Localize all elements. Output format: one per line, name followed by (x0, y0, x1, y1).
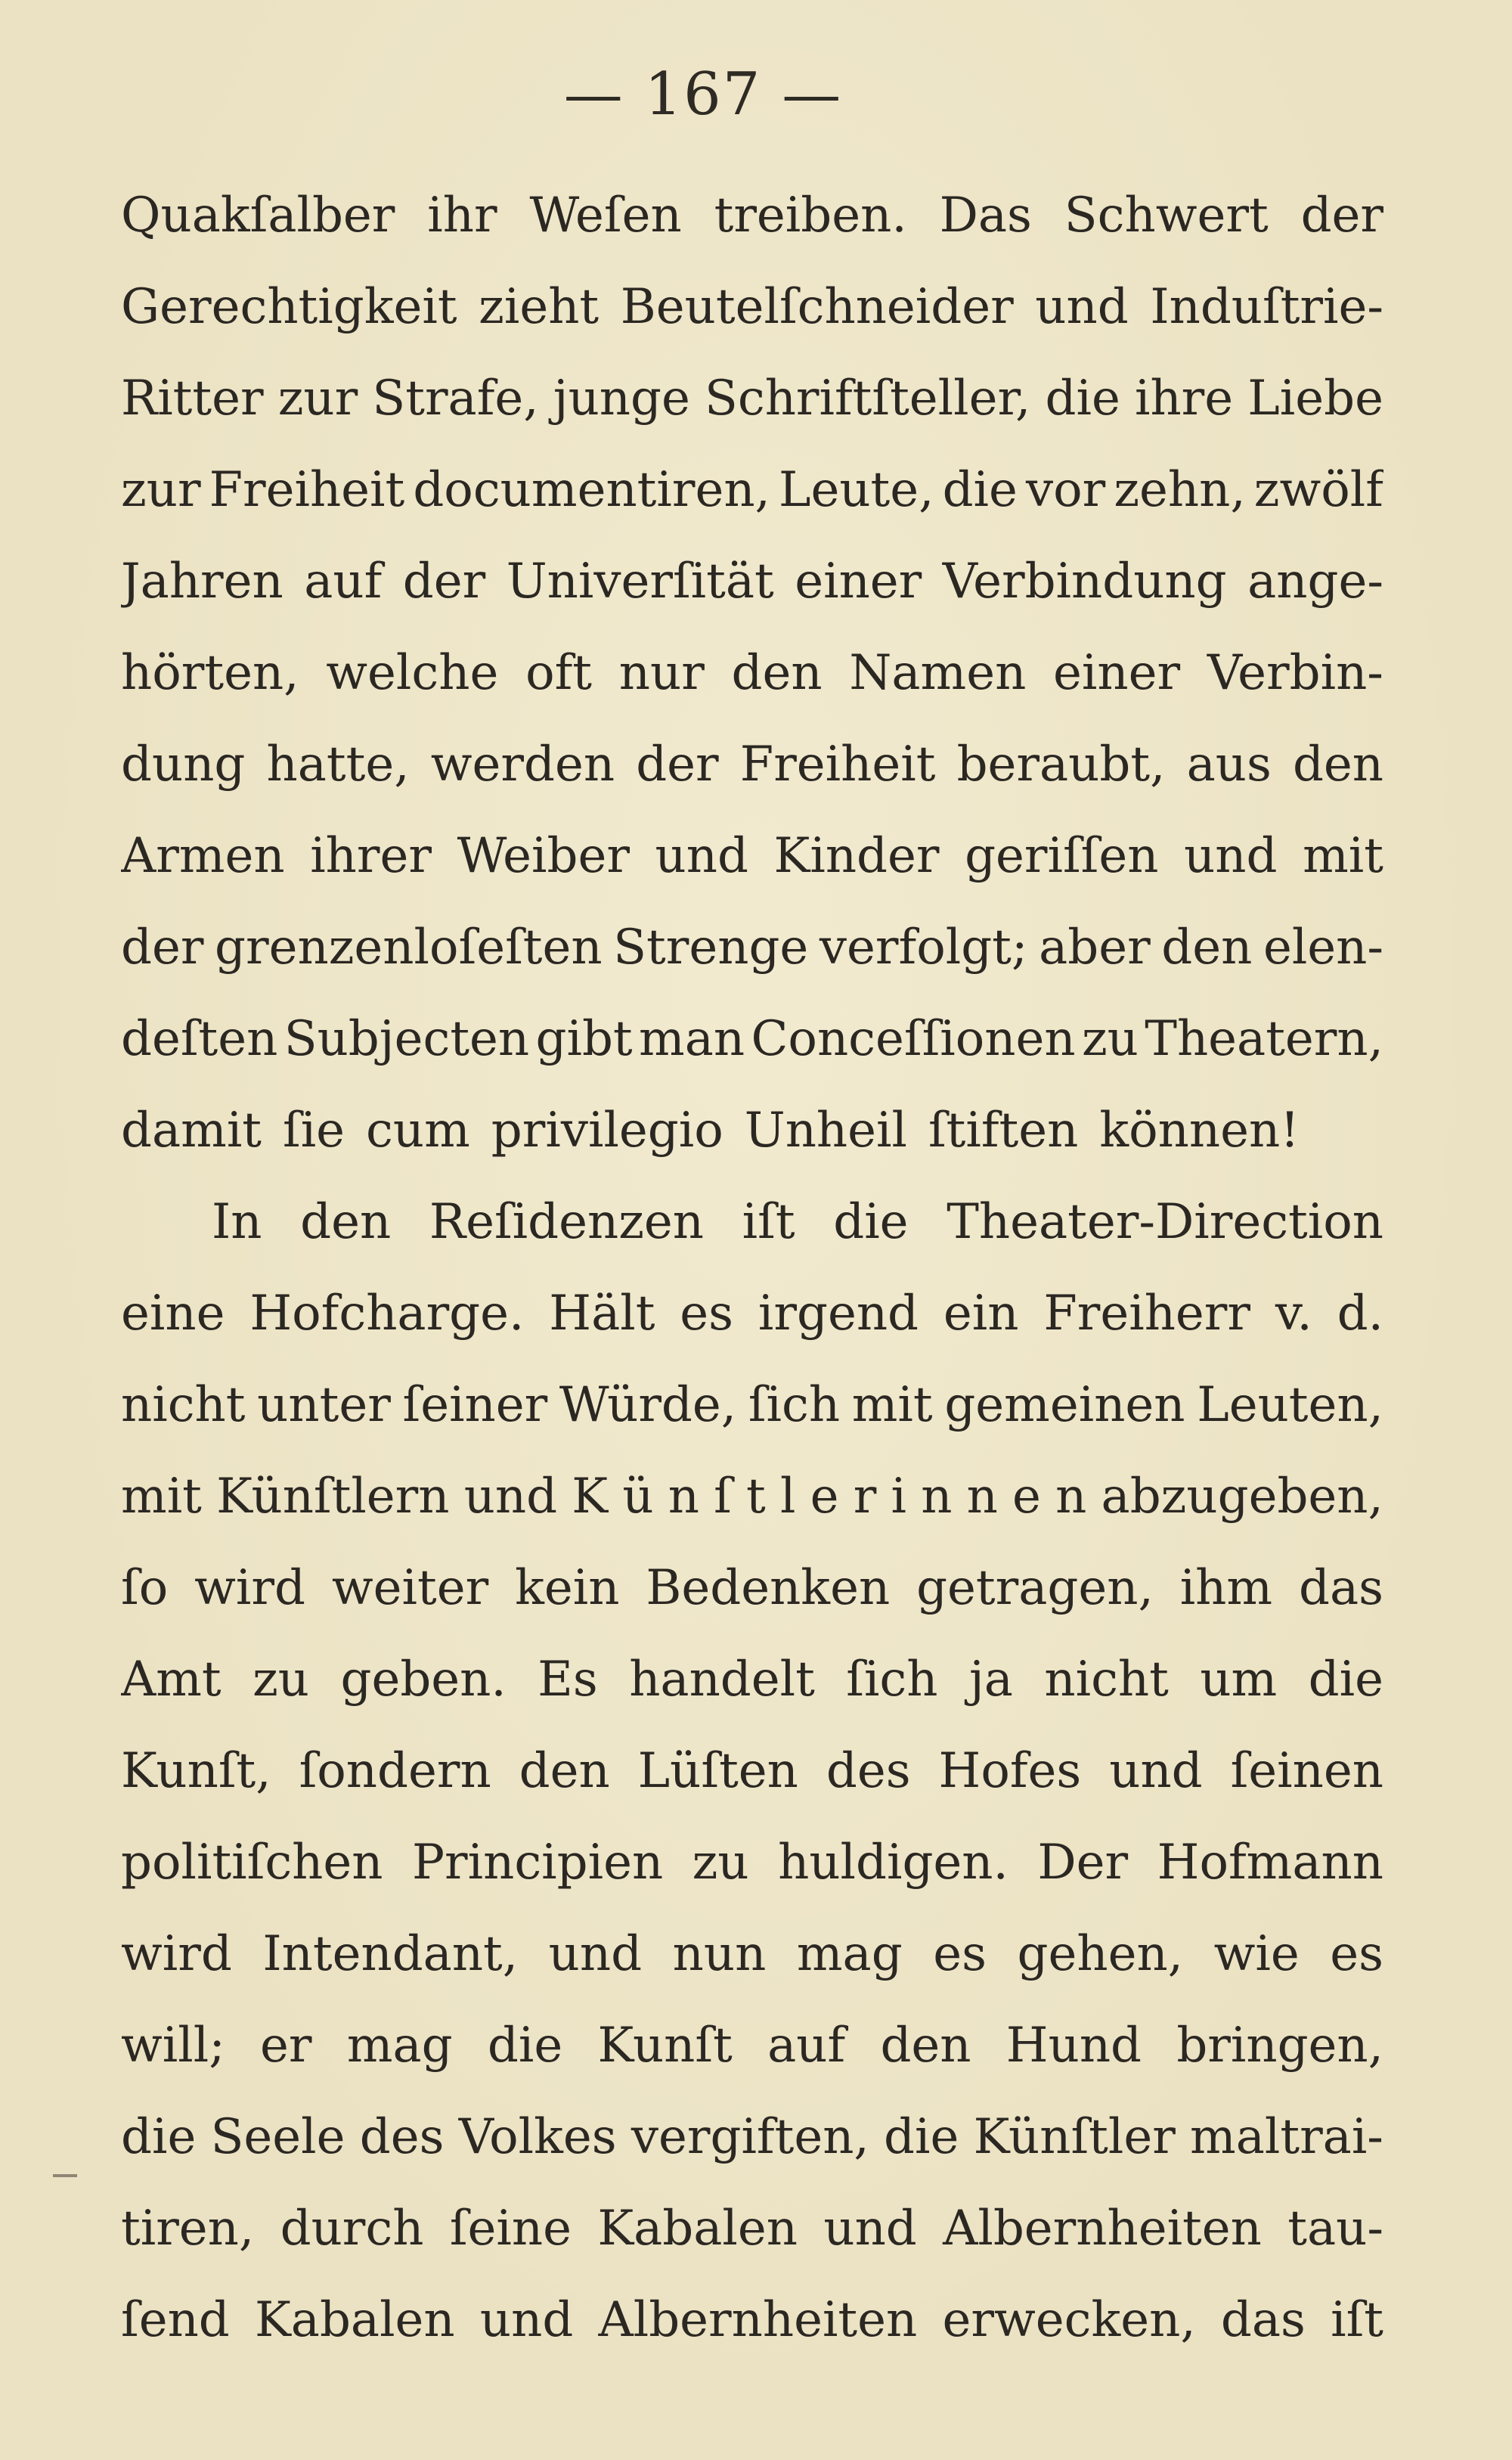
word: nur (618, 645, 705, 701)
text-line (121, 1194, 1383, 1286)
word: Armen (121, 828, 285, 884)
text-line (121, 2018, 1383, 2109)
word: hörten, (121, 645, 299, 701)
text-line (121, 1469, 1383, 1560)
word: mag (346, 2018, 453, 2074)
word: Verbin- (1207, 645, 1383, 701)
word: Hofmann (1157, 1835, 1383, 1891)
word: nun (672, 1926, 767, 1982)
word: Schwert (1064, 188, 1269, 244)
text-line (121, 2292, 1383, 2384)
word: Schriftſteller, (705, 371, 1031, 427)
text-line (121, 828, 1383, 920)
word: erwecken, (942, 2292, 1196, 2348)
text-line (121, 554, 1383, 645)
text-line (121, 462, 1383, 554)
word: Jahren (121, 554, 284, 610)
word: Verbindung (942, 554, 1227, 610)
text-line (121, 1103, 1383, 1194)
word: zur (121, 462, 201, 518)
word: Das (939, 188, 1032, 244)
word: Namen (849, 645, 1027, 701)
word: t (746, 1469, 766, 1525)
word: gehen, (1017, 1926, 1183, 1982)
word: und (1109, 1743, 1203, 1799)
word: geriſſen (965, 828, 1159, 884)
word: Künſtlern (216, 1469, 450, 1525)
word: und (1184, 828, 1278, 884)
word: v. (1275, 1286, 1312, 1342)
word: beraubt, (956, 737, 1166, 793)
word: den (1161, 920, 1253, 976)
word: Es (538, 1652, 598, 1708)
word: eine (121, 1286, 225, 1342)
word: und (463, 1469, 558, 1525)
word: n (966, 1469, 998, 1525)
word: des (826, 1743, 911, 1799)
word: hatte, (266, 737, 410, 793)
text-line (121, 920, 1383, 1011)
word: der (1300, 188, 1383, 244)
word: Strafe, (372, 371, 539, 427)
word: Beutelſchneider (620, 279, 1014, 335)
word: Gerechtigkeit (121, 279, 457, 335)
word: Induſtrie- (1150, 279, 1383, 335)
word: Kinder (773, 828, 940, 884)
word: ein (943, 1286, 1019, 1342)
word: der (402, 554, 486, 610)
word: gemeinen (944, 1377, 1185, 1433)
word: Liebe (1247, 371, 1383, 427)
word: den (731, 645, 823, 701)
word: den (1292, 737, 1383, 793)
word: auf (767, 2018, 846, 2074)
word: ſtiften (928, 1103, 1079, 1159)
word: maltrai- (1190, 2109, 1383, 2165)
word: ihr (427, 188, 497, 244)
word: Hält (549, 1286, 655, 1342)
word: iſt (1331, 2292, 1383, 2348)
text-line (121, 1011, 1383, 1103)
text-line (121, 645, 1383, 737)
word: documentiren, (413, 462, 770, 518)
word: e (810, 1469, 839, 1525)
word: ihre (1134, 371, 1234, 427)
margin-mark (53, 2174, 77, 2177)
word: nicht (121, 1377, 246, 1433)
word: kein (515, 1560, 620, 1616)
word: huldigen. (778, 1835, 1009, 1891)
word: getragen, (916, 1560, 1154, 1616)
word: Seele (210, 2109, 345, 2165)
word: ſich (748, 1377, 841, 1433)
word: ſo (121, 1560, 169, 1616)
word: die (1308, 1652, 1383, 1708)
word: zwölf (1253, 462, 1383, 518)
word: deſten (121, 1011, 278, 1067)
word: es (933, 1926, 987, 1982)
word: ſ (714, 1469, 732, 1525)
word: Theatern, (1145, 1011, 1383, 1067)
word: wird (121, 1926, 232, 1982)
text-line (121, 1835, 1383, 1926)
word: gibt (535, 1011, 633, 1067)
word: Künſtler (973, 2109, 1176, 2165)
word: weiter (331, 1560, 489, 1616)
text-line (121, 279, 1383, 371)
word: treiben. (714, 188, 907, 244)
word: mit (121, 1469, 202, 1525)
word: Strenge (613, 920, 809, 976)
word: die (833, 1194, 909, 1250)
word: die (884, 2109, 959, 2165)
text-line (121, 1560, 1383, 1652)
word: Subjecten (284, 1011, 530, 1067)
word: es (1330, 1926, 1383, 1982)
word: Kabalen (597, 2201, 798, 2257)
word: ange- (1247, 554, 1383, 610)
word: grenzenloſeſten (215, 920, 603, 976)
word: e (1012, 1469, 1041, 1525)
word: Weiber (457, 828, 630, 884)
word: damit (121, 1103, 262, 1159)
word: cum (366, 1103, 470, 1159)
text-line (121, 1286, 1383, 1377)
word: zehn, (1114, 462, 1246, 518)
word: d. (1337, 1286, 1383, 1342)
word: aber (1039, 920, 1151, 976)
word: ihm (1179, 1560, 1273, 1616)
word: i (891, 1469, 906, 1525)
word: und (1035, 279, 1129, 335)
word: und (479, 2292, 574, 2348)
word: Hofcharge. (249, 1286, 525, 1342)
word: vor (1025, 462, 1106, 518)
word: ſeinen (1230, 1743, 1383, 1799)
word: Intendant, (262, 1926, 519, 1982)
word: und (823, 2201, 917, 2257)
word: auf (304, 554, 383, 610)
word: ſie (283, 1103, 345, 1159)
word: der (636, 737, 719, 793)
word: Reſidenzen (429, 1194, 704, 1250)
word: und (655, 828, 748, 884)
text-line (121, 188, 1383, 279)
body-text (121, 188, 1383, 2384)
word: Der (1037, 1835, 1129, 1891)
word: Freiherr (1043, 1286, 1250, 1342)
word: unter (257, 1377, 391, 1433)
word: Albernheiten (598, 2292, 918, 2348)
word: um (1200, 1652, 1278, 1708)
word: Unheil (744, 1103, 907, 1159)
word: nicht (1044, 1652, 1169, 1708)
word: r (853, 1469, 877, 1525)
text-line (121, 1743, 1383, 1835)
word: welche (326, 645, 499, 701)
text-line (121, 737, 1383, 828)
text-line (121, 2109, 1383, 2201)
word: er (260, 2018, 312, 2074)
text-line (121, 1377, 1383, 1469)
word: Univerſität (506, 554, 774, 610)
text-line (121, 2201, 1383, 2292)
word: oft (525, 645, 592, 701)
word: ü (622, 1469, 654, 1525)
word: Quakſalber (121, 188, 395, 244)
word: Kunſt (597, 2018, 733, 2074)
word: ſich (846, 1652, 938, 1708)
word: werden (430, 737, 615, 793)
word: n (1055, 1469, 1087, 1525)
word: handelt (629, 1652, 815, 1708)
word: iſt (742, 1194, 795, 1250)
word: und (548, 1926, 643, 1982)
word: Weſen (529, 188, 682, 244)
word: zu (253, 1652, 310, 1708)
word: einer (795, 554, 922, 610)
word: Principien (411, 1835, 664, 1891)
word: zu (1081, 1011, 1139, 1067)
word: können! (1099, 1103, 1300, 1159)
word: aus (1186, 737, 1272, 793)
word: ſend (121, 2292, 230, 2348)
page-number: — 167 — (563, 60, 843, 129)
word: tau- (1287, 2201, 1383, 2257)
word: Volkes (458, 2109, 617, 2165)
word: die (487, 2018, 563, 2074)
word: irgend (758, 1286, 919, 1342)
word: Leute, (778, 462, 934, 518)
word: zu (692, 1835, 749, 1891)
word: zur (277, 371, 358, 427)
word: bringen, (1176, 2018, 1383, 2074)
word: elen- (1263, 920, 1383, 976)
word: Leuten, (1197, 1377, 1383, 1433)
word: junge (553, 371, 690, 427)
word: abzugeben, (1101, 1469, 1383, 1525)
word: mit (851, 1377, 933, 1433)
word: mag (796, 1926, 903, 1982)
word: des (359, 2109, 445, 2165)
word: zieht (479, 279, 600, 335)
word: Ritter (121, 371, 264, 427)
word: n (921, 1469, 953, 1525)
word: ſondern (299, 1743, 491, 1799)
word: Lüſten (637, 1743, 798, 1799)
word: Hund (1005, 2018, 1142, 2074)
word: tiren, (121, 2201, 255, 2257)
word: das (1220, 2292, 1306, 2348)
word: Albernheiten (943, 2201, 1262, 2257)
word: Conceſſionen (751, 1011, 1076, 1067)
word: ſeine (449, 2201, 572, 2257)
word: Freiheit (209, 462, 405, 518)
text-line (121, 371, 1383, 462)
word: l (779, 1469, 796, 1525)
word: den (880, 2018, 971, 2074)
word: Freiheit (739, 737, 936, 793)
word: die (942, 462, 1018, 518)
word: die (1045, 371, 1120, 427)
word: Kunſt, (121, 1743, 271, 1799)
word: privilegio (491, 1103, 723, 1159)
word: ſeiner (402, 1377, 548, 1433)
word: die (121, 2109, 197, 2165)
word: man (639, 1011, 745, 1067)
word: n (668, 1469, 699, 1525)
word: wird (194, 1560, 305, 1616)
word: vergiften, (631, 2109, 869, 2165)
word: den (519, 1743, 610, 1799)
word: Hofes (938, 1743, 1082, 1799)
word: wie (1213, 1926, 1300, 1982)
word: Kabalen (254, 2292, 455, 2348)
word: ja (968, 1652, 1013, 1708)
text-line (121, 1652, 1383, 1743)
word: das (1298, 1560, 1383, 1616)
word: den (300, 1194, 392, 1250)
word: durch (280, 2201, 424, 2257)
word: will; (121, 2018, 225, 2074)
word: verfolgt; (819, 920, 1028, 976)
word: es (680, 1286, 734, 1342)
word: mit (1303, 828, 1383, 884)
word: dung (121, 737, 246, 793)
word: Bedenken (646, 1560, 891, 1616)
word: In (212, 1194, 262, 1250)
word: Würde, (559, 1377, 737, 1433)
word: ihrer (310, 828, 432, 884)
word: Amt (121, 1652, 222, 1708)
word: der (121, 920, 204, 976)
text-line (121, 1926, 1383, 2018)
word: einer (1053, 645, 1181, 701)
word: K (572, 1469, 609, 1525)
word: politiſchen (121, 1835, 383, 1891)
word: Theater-Direction (947, 1194, 1383, 1250)
word: geben. (340, 1652, 507, 1708)
